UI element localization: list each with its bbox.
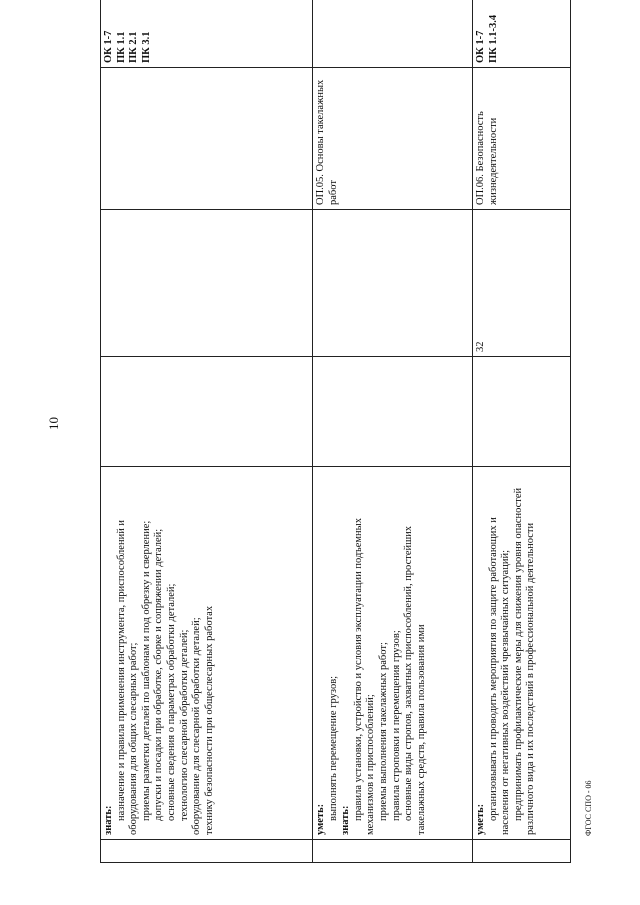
curriculum-table	[100, 0, 571, 863]
index-cell	[313, 840, 473, 863]
competency-code: ОК 1-7	[103, 30, 114, 63]
requirement-item: основные сведения о параметрах обработки деталей;	[165, 583, 177, 821]
discipline-cell: ОП.05. Основы такелажных работ	[313, 68, 473, 210]
table-row	[473, 0, 571, 863]
competencies-cell	[473, 0, 571, 68]
rotated-table-wrapper	[100, 14, 570, 863]
requirements-cell	[473, 467, 571, 840]
block-label: знать:	[340, 805, 352, 835]
requirement-item: правила строповки и перемещения грузов;	[390, 630, 402, 821]
requirements-cell	[101, 467, 313, 840]
requirement-item: технику безопасности при общеслесарных работах	[203, 605, 215, 835]
requirement-item: оборудование для слесарной обработки деталей;	[191, 617, 203, 835]
competency-code: ПК 3.1	[140, 31, 152, 63]
table-row	[101, 0, 313, 863]
total-hours-cell	[313, 357, 473, 467]
index-cell	[101, 840, 313, 863]
discipline-cell: ОП.06. Безопасность жизнедеятельности	[473, 68, 571, 210]
requirement-item: технологию слесарной обработки деталей;	[178, 629, 190, 821]
requirement-item: приемы выполнения такелажных работ;	[377, 642, 389, 821]
block-label: уметь:	[475, 803, 486, 835]
block-label: знать:	[103, 805, 114, 835]
requirement-item: правила установки, устройство и условия эксплуатации подъемных механизмов и приспособлений;	[352, 518, 377, 835]
competency-code: ОК 1-7	[475, 30, 486, 63]
page-number: 10	[46, 417, 61, 430]
competencies-cell	[101, 0, 313, 68]
competencies-cell	[313, 0, 473, 68]
total-hours-cell	[473, 357, 571, 467]
discipline-cell	[101, 68, 313, 210]
requirement-item: основные виды стропов, захватных приспособлений, простейших такелажных средств, правила пользования ими	[403, 525, 427, 835]
block-label: уметь:	[315, 803, 326, 835]
requirement-item: организовывать и проводить мероприятия по защите работающих и населения от негативных воздействий чрезвычайных ситуаций;	[487, 517, 512, 835]
table-body	[101, 0, 571, 863]
hours-cell: 32	[473, 210, 571, 357]
table-row	[313, 0, 473, 863]
index-cell	[473, 840, 571, 863]
requirement-item: предпринимать профилактические меры для снижения уровня опасностей различного вида и их последствий в профессиональной деятельности	[512, 487, 537, 835]
competency-code: ПК 2.1	[128, 31, 140, 63]
competency-code: ПК 1.1-3.4	[487, 14, 499, 63]
hours-cell	[101, 210, 313, 357]
requirements-cell	[313, 467, 473, 840]
total-hours-cell	[101, 357, 313, 467]
footer-code: ФГОС СПО - 06	[584, 780, 593, 836]
requirement-item: выполнять перемещение грузов;	[327, 675, 339, 821]
competency-code: ПК 1.1	[115, 31, 127, 63]
requirement-item: приемы разметки деталей по шаблонам и под обрезку и сверление;	[140, 520, 152, 821]
hours-cell	[313, 210, 473, 357]
requirement-item: назначение и правила применения инструмента, приспособлений и оборудования для общих слесарных работ;	[115, 519, 140, 835]
requirement-item: допуски и посадки при обработке, сборке и сопряжении деталей;	[153, 528, 165, 821]
